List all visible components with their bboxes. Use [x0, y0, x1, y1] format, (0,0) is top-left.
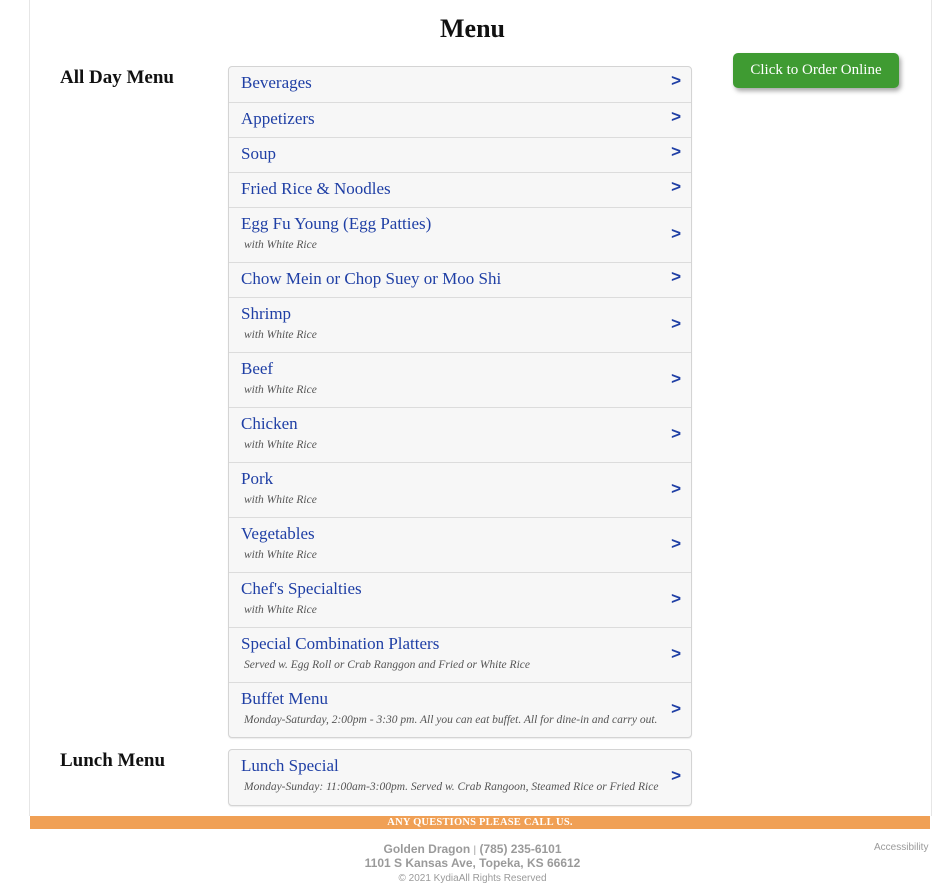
menu-item-name: Vegetables — [241, 524, 315, 543]
menu-item-name: Pork — [241, 469, 274, 488]
menu-item-description: with White Rice — [244, 439, 317, 451]
menu-item[interactable] — [229, 67, 691, 102]
menu-item-name: Soup — [241, 144, 276, 163]
lunch-menu-list — [228, 749, 692, 806]
footer-separator: | — [473, 845, 477, 856]
menu-item-name: Lunch Special — [241, 756, 339, 775]
menu-item-name: Chow Mein or Chop Suey or Moo Shi — [241, 269, 502, 288]
menu-item-description: Served w. Egg Roll or Crab Ranggon and Fried or White Rice — [244, 659, 530, 671]
chevron-right-icon: > — [671, 424, 681, 443]
chevron-right-icon: > — [671, 267, 681, 286]
menu-item-name: Egg Fu Young (Egg Patties) — [241, 214, 432, 233]
section-label-all-day: All Day Menu — [60, 67, 174, 88]
menu-item[interactable] — [229, 172, 691, 207]
brand-link[interactable]: Kydia — [433, 873, 459, 884]
menu-item-name: Special Combination Platters — [241, 634, 440, 653]
menu-item-description: Monday-Saturday, 2:00pm - 3:30 pm. All you can eat buffet. All for dine-in and carry out. — [244, 714, 658, 726]
restaurant-name: Golden Dragon — [383, 842, 471, 856]
phone-link[interactable]: (785) 235-6101 — [479, 842, 562, 856]
menu-item-name: Chicken — [241, 414, 298, 433]
menu-item[interactable] — [229, 572, 691, 627]
rights-text: All Rights Reserved — [458, 873, 547, 884]
menu-item-description: with White Rice — [244, 604, 317, 616]
chevron-right-icon: > — [671, 479, 681, 498]
menu-item-description: with White Rice — [244, 549, 317, 561]
menu-item-name: Fried Rice & Noodles — [241, 179, 391, 198]
menu-item[interactable] — [229, 627, 691, 682]
menu-item[interactable] — [229, 407, 691, 462]
menu-item-description: Monday-Sunday: 11:00am-3:00pm. Served w. Crab Rangoon, Steamed Rice or Fried Rice — [244, 781, 659, 793]
menu-item[interactable] — [229, 462, 691, 517]
section-label-lunch: Lunch Menu — [60, 750, 166, 771]
copyright-text: © 2021 — [398, 873, 431, 884]
footer-contact — [0, 842, 945, 856]
menu-item-description: with White Rice — [244, 494, 317, 506]
menu-item[interactable] — [229, 517, 691, 572]
menu-item[interactable] — [229, 682, 691, 737]
menu-item[interactable] — [229, 137, 691, 172]
menu-item[interactable] — [229, 262, 691, 297]
call-us-banner: ANY QUESTIONS PLEASE CALL US. — [30, 816, 930, 829]
chevron-right-icon: > — [671, 766, 681, 785]
footer-address: 1101 S Kansas Ave, Topeka, KS 66612 — [364, 856, 581, 870]
order-online-button[interactable]: Click to Order Online — [733, 53, 899, 88]
menu-item[interactable] — [229, 297, 691, 352]
footer-copyright — [0, 873, 945, 884]
menu-item[interactable] — [229, 352, 691, 407]
chevron-right-icon: > — [671, 369, 681, 388]
accessibility-link[interactable]: Accessibility — [874, 842, 929, 853]
all-day-menu-list — [228, 66, 692, 738]
menu-item-name: Beef — [241, 359, 274, 378]
menu-item[interactable] — [229, 207, 691, 262]
chevron-right-icon: > — [671, 699, 681, 718]
page-title: Menu — [440, 14, 505, 43]
menu-item-name: Chef's Specialties — [241, 579, 362, 598]
menu-item[interactable] — [229, 750, 691, 805]
menu-item-description: with White Rice — [244, 384, 317, 396]
menu-item-name: Appetizers — [241, 109, 315, 128]
chevron-right-icon: > — [671, 177, 681, 196]
menu-item-name: Beverages — [241, 73, 312, 92]
chevron-right-icon: > — [671, 107, 681, 126]
chevron-right-icon: > — [671, 534, 681, 553]
chevron-right-icon: > — [671, 589, 681, 608]
menu-item[interactable] — [229, 102, 691, 137]
menu-item-description: with White Rice — [244, 239, 317, 251]
chevron-right-icon: > — [671, 644, 681, 663]
menu-item-description: with White Rice — [244, 329, 317, 341]
menu-item-name: Buffet Menu — [241, 689, 329, 708]
chevron-right-icon: > — [671, 71, 681, 90]
chevron-right-icon: > — [671, 314, 681, 333]
menu-item-name: Shrimp — [241, 304, 292, 323]
chevron-right-icon: > — [671, 142, 681, 161]
chevron-right-icon: > — [671, 224, 681, 243]
